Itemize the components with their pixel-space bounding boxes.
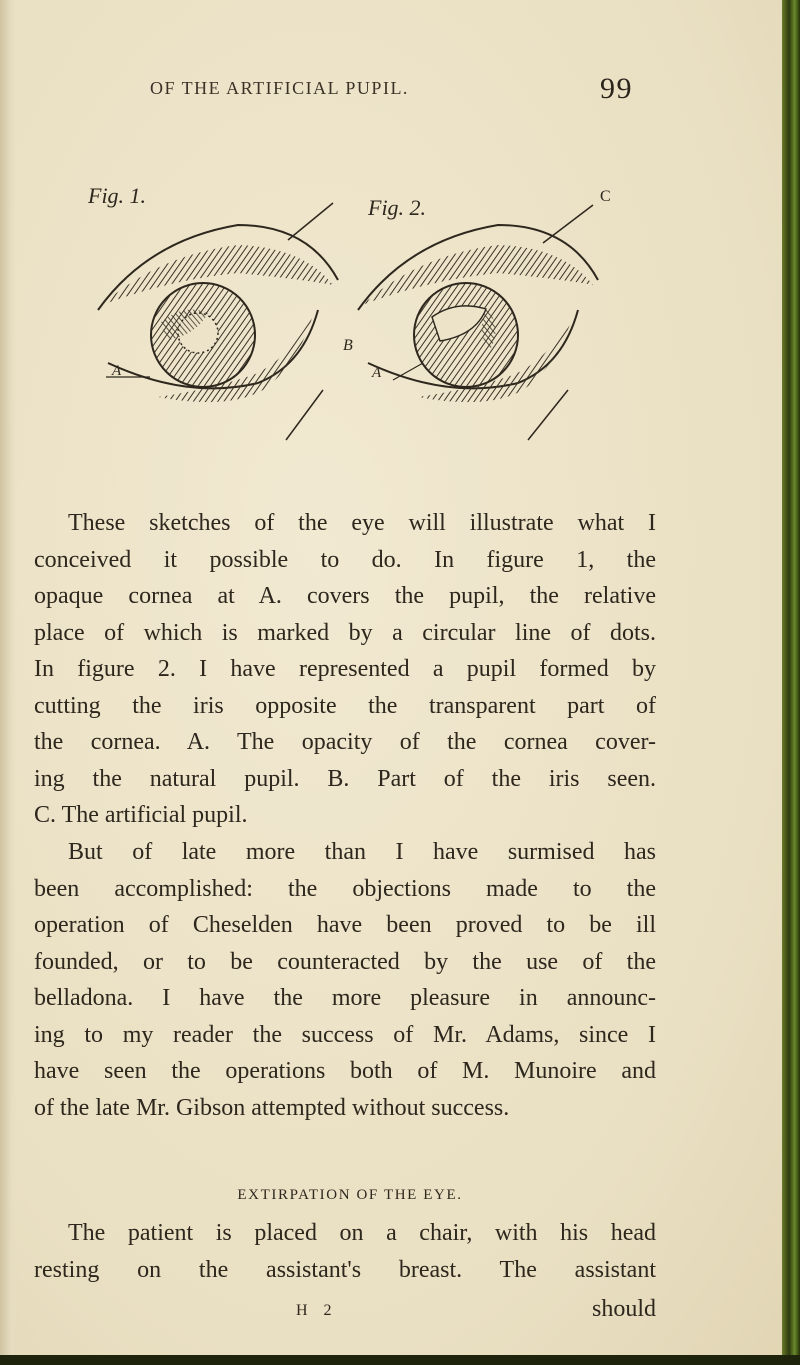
figure-2-caption: Fig. 2.	[368, 195, 427, 220]
paragraph-1	[34, 505, 656, 834]
text-line: belladona. I have the more pleasure in announc-	[34, 985, 656, 1011]
text-line: resting on the assistant's breast. The assistant	[34, 1256, 656, 1283]
figure-2-eye	[358, 205, 598, 440]
eye-figures-illustration	[88, 185, 628, 445]
figure-1-eye	[98, 203, 338, 440]
paragraph-2	[34, 834, 656, 1126]
text-line: In figure 2. I have represented a pupil formed by	[34, 656, 656, 682]
page-footer	[296, 1296, 656, 1330]
text-line: The patient is placed on a chair, with his head	[68, 1220, 656, 1246]
figure-1-caption: Fig. 1.	[88, 185, 147, 208]
text-line: operation of Cheselden have been proved to be ill	[34, 912, 656, 938]
catchword: should	[591, 1296, 656, 1322]
paragraph-3	[34, 1215, 656, 1288]
text-line: been accomplished: the objections made to the	[34, 875, 656, 902]
page-gutter-shadow	[0, 0, 16, 1365]
page-number: 99	[600, 72, 633, 105]
text-line: the cornea. A. The opacity of the cornea cover-	[34, 729, 656, 755]
figure-2-label-b: B	[343, 337, 353, 354]
text-line: ing the natural pupil. B. Part of the iris seen.	[34, 765, 656, 792]
text-line: ing to my reader the success of Mr. Adams, since I	[34, 1021, 656, 1048]
figure-2-label-c: C	[600, 188, 611, 205]
book-binding-edge	[782, 0, 800, 1365]
text-line: C. The artificial pupil.	[34, 802, 248, 828]
section-heading: EXTIRPATION OF THE EYE.	[237, 1187, 463, 1203]
figure-1-label-a: A	[112, 363, 122, 379]
signature-mark: H 2	[296, 1302, 338, 1319]
figure-2-label-a: A	[372, 365, 382, 381]
text-line: But of late more than I have surmised has	[68, 839, 656, 865]
text-line: place of which is marked by a circular line of dots.	[34, 619, 656, 646]
running-title: OF THE ARTIFICIAL PUPIL.	[150, 78, 409, 98]
text-line: These sketches of the eye will illustrate what I	[68, 510, 656, 536]
text-line: opaque cornea at A. covers the pupil, the relative	[34, 583, 656, 609]
page-bottom-edge	[0, 1355, 800, 1365]
text-line: conceived it possible to do. In figure 1, the	[34, 546, 656, 573]
text-line: founded, or to be counteracted by the use of the	[34, 948, 656, 975]
text-line: of the late Mr. Gibson attempted without success.	[34, 1094, 510, 1121]
text-line: cutting the iris opposite the transparent part of	[34, 692, 656, 719]
text-line: have seen the operations both of M. Munoire and	[34, 1058, 656, 1084]
